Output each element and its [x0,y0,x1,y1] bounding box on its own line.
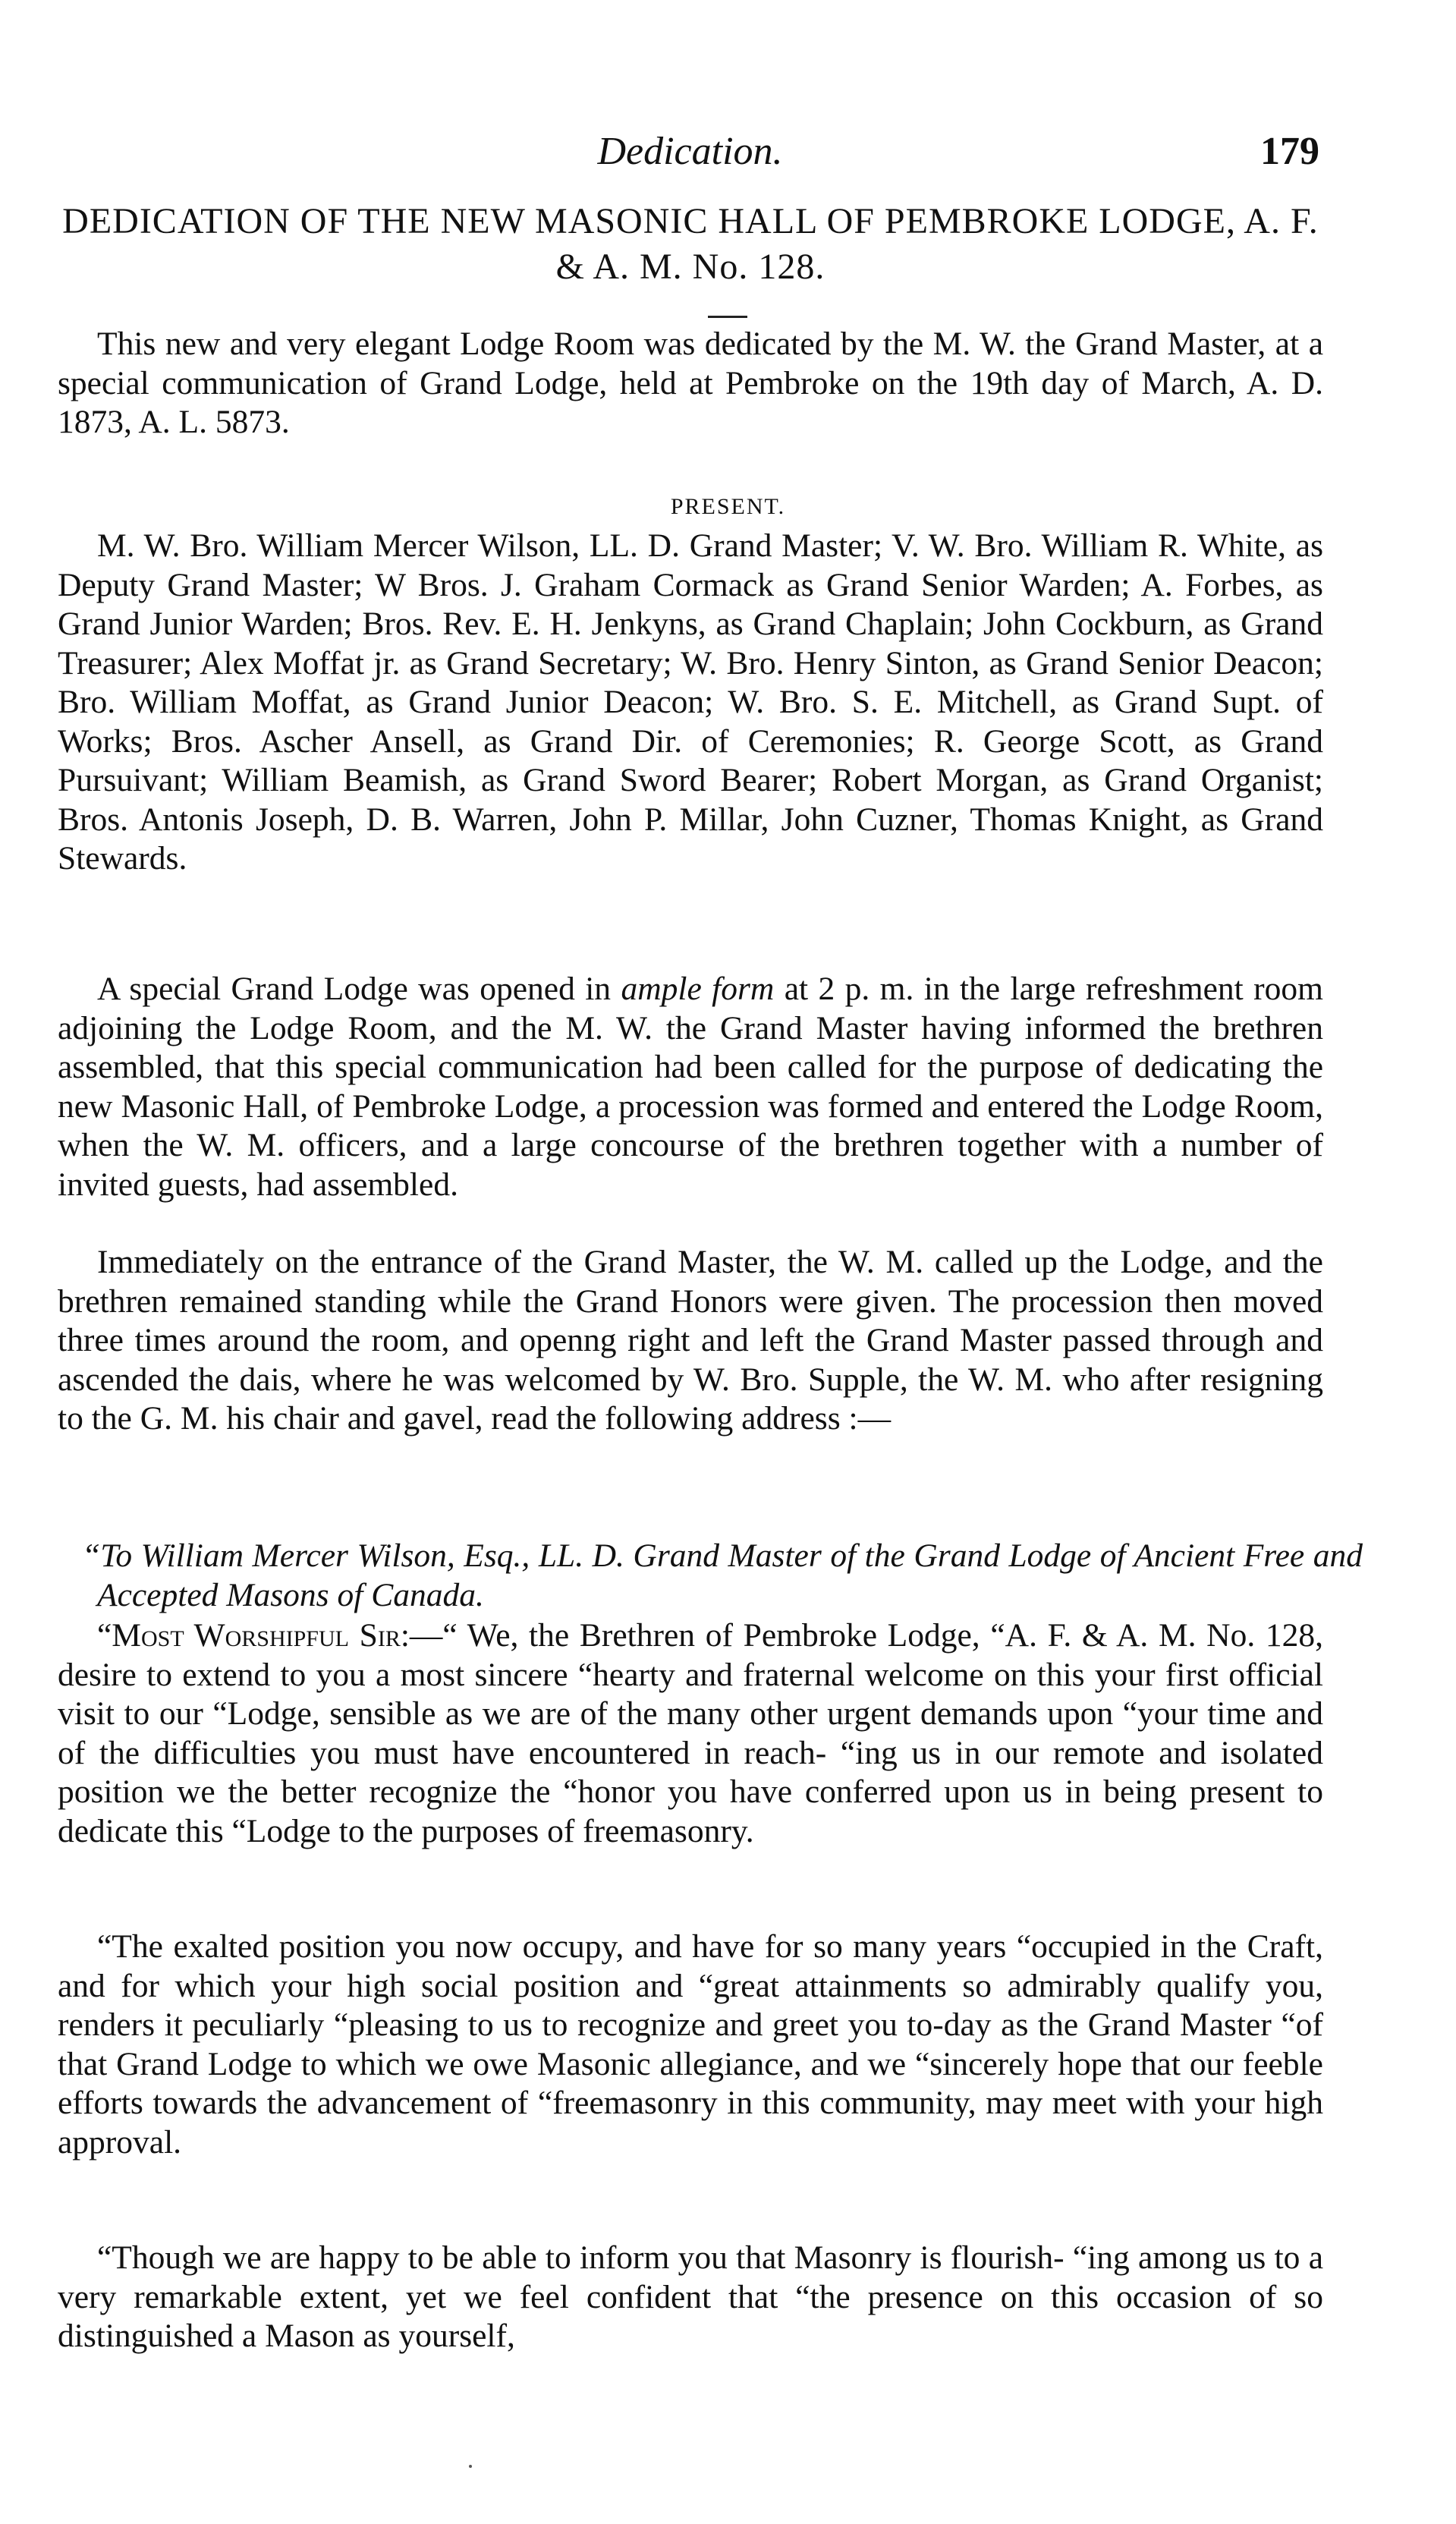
present-list-paragraph: M. W. Bro. William Mercer Wilson, LL. D. Grand Master; V. W. Bro. William R. White, as Deputy Grand Master; W Bros. J. Graham Cormack as Grand Senior Warden; A. Forbes, as Grand Junior Warden; Bros. Rev. E. H. Jenkyns, as Grand Chaplain; John Cockburn, as Grand Treasurer; Alex Moffat jr. as Grand Secretary; W. Bro. Henry Sinton, as Grand Senior Deacon; Bro. William Moffat, as Grand Junior Deacon; W. Bro. S. E. Mitchell, as Grand Supt. of Works; Bros. Ascher Ansell, as Grand Dir. of Ceremonies; R. George Scott, as Grand Pursuivant; William Beamish, as Grand Sword Bearer; Robert Morgan, as Grand Organist; Bros. Antonis Joseph, D. B. Warren, John P. Millar, John Cuzner, Thomas Knight, as Grand Stewards. [58,527,1323,876]
address-paragraph-2: “The exalted position you now occupy, and have for so many years “occupied in the Craft, and for which your high social position and “great attainments so admirably qualify you, renders it peculiarly “pleasing to us to recognize and greet you to-day as the Grand Master “of that Grand Lodge to which we owe Masonic allegiance, and we “sincerely hope that our feeble efforts towards the advancement of “freemasonry in this community, may meet with your high approval. [58,1928,1323,2161]
address-greeting: “Most Worshipful Sir [97,1617,401,1654]
opening-text-before: A special Grand Lodge was opened in [97,971,621,1007]
address-salutation: “To William Mercer Wilson, Esq., LL. D. Grand Master of the Grand Lodge of Ancient Free and Accepted Masons of Canada. [82,1537,1363,1613]
address-paragraph-1 [58,1616,1323,1851]
heading-rule [708,316,747,318]
ample-form-phrase: ample form [621,971,775,1007]
present-label: PRESENT. [670,494,786,519]
print-speck [469,2465,472,2468]
intro-paragraph: This new and very elegant Lodge Room was dedicated by the M. W. the Grand Master, at a special communication of Grand Lodge, held at Pembroke on the 19th day of March, A. D. 1873, A. L. 5873. [58,326,1323,440]
address-paragraph-3: “Though we are happy to be able to inform you that Masonry is flourish- “ing among us to a very remarkable extent, yet we feel confident that “the presence on this occasion of so distinguished a Mason as yourself, [58,2239,1323,2354]
procession-paragraph: Immediately on the entrance of the Grand Master, the W. M. called up the Lodge, and the brethren remained standing while the Grand Honors were given. The procession then moved three times around the room, and openng right and left the Grand Master passed through and ascended the dais, where he was welcomed by W. Bro. Supple, the W. M. who after resigning to the G. M. his chair and gavel, read the following address :— [58,1244,1323,1437]
running-head [61,127,1319,176]
address-paragraph-1-text: :—“ We, the Brethren of Pembroke Lodge, “A. F. & A. M. No. 128, desire to extend to you a most sincere “hearty and fraternal welcome on this your first official visit to our “Lodge, sensible as we are of the many other urgent demands upon “your time and of the difficulties you must have encountered in reach- “ing us in our remote and isolated position we the better recognize the “honor you have conferred upon us in being present to dedicate this “Lodge to the purposes of freemasonry. [58,1617,1323,1849]
page-number: 179 [1260,130,1319,173]
opening-text-after: at 2 p. m. in the large refreshment room adjoining the Lodge Room, and the M. W. the Grand Master having informed the brethren assembled, that this special communication had been called for the purpose of dedicating the new Masonic Hall, of Pembroke Lodge, a procession was formed and entered the Lodge Room, when the W. M. officers, and a large concourse of the brethren together with a number of invited guests, had assembled. [58,971,1323,1203]
article-heading: DEDICATION OF THE NEW MASONIC HALL OF PEMBROKE LODGE, A. F. & A. M. No. 128. [62,201,1319,287]
opening-paragraph [58,970,1323,1204]
running-title: Dedication. [597,130,783,173]
